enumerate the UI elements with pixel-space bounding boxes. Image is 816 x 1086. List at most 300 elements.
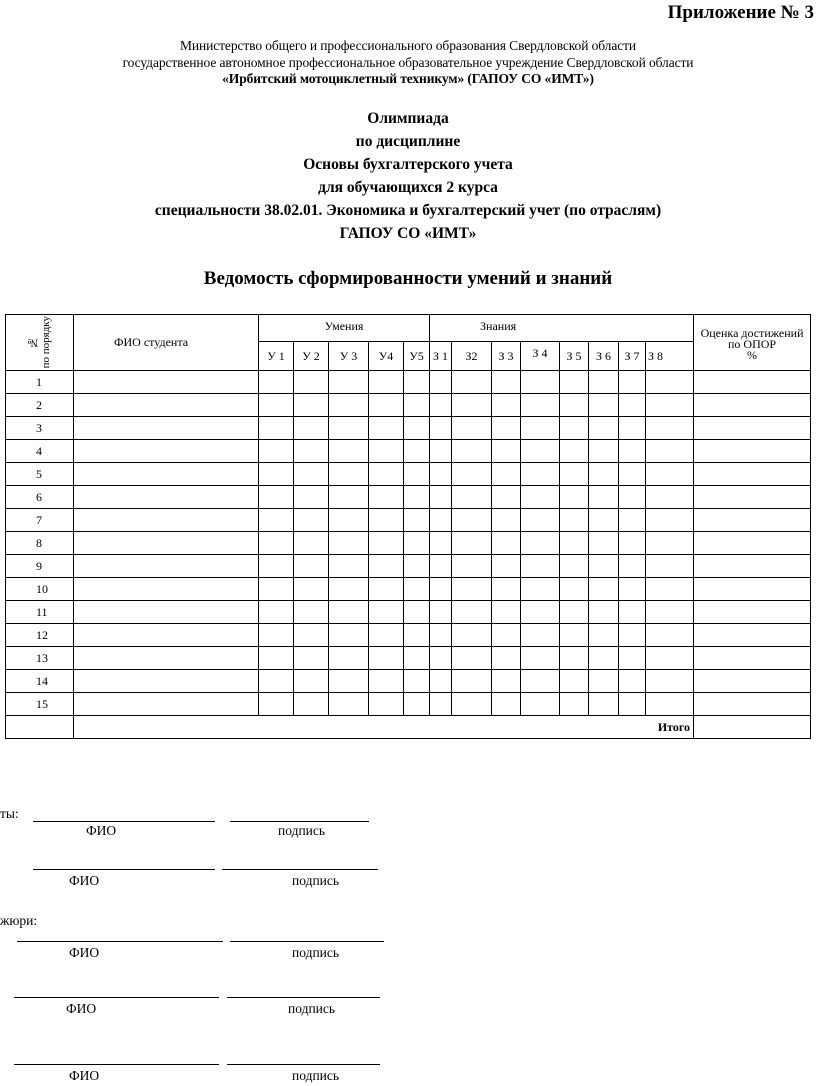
score-cell[interactable] xyxy=(646,670,694,693)
score-cell[interactable] xyxy=(646,440,694,463)
row-number: 8 xyxy=(6,532,74,555)
score-cell[interactable] xyxy=(492,555,521,578)
score-cell[interactable] xyxy=(430,532,452,555)
score-cell[interactable] xyxy=(589,486,619,509)
score-cell[interactable] xyxy=(404,486,430,509)
row-number: 14 xyxy=(6,670,74,693)
score-cell[interactable] xyxy=(369,693,404,716)
score-cell[interactable] xyxy=(404,463,430,486)
score-cell[interactable] xyxy=(560,693,589,716)
assessment-table xyxy=(5,314,811,739)
score-cell[interactable] xyxy=(294,486,329,509)
score-cell[interactable] xyxy=(259,417,294,440)
score-cell[interactable] xyxy=(329,417,369,440)
olympiad-title: Олимпиада xyxy=(367,110,449,127)
signature-line xyxy=(227,997,380,998)
score-cell[interactable] xyxy=(259,693,294,716)
score-cell[interactable] xyxy=(329,601,369,624)
score-cell[interactable] xyxy=(646,578,694,601)
score-cell[interactable] xyxy=(560,601,589,624)
score-cell[interactable] xyxy=(404,693,430,716)
score-cell[interactable] xyxy=(589,555,619,578)
score-cell[interactable] xyxy=(452,601,492,624)
score-cell[interactable] xyxy=(452,463,492,486)
score-cell[interactable] xyxy=(404,624,430,647)
student-name-cell[interactable] xyxy=(74,509,259,532)
score-cell[interactable] xyxy=(521,440,560,463)
score-cell[interactable] xyxy=(294,670,329,693)
knowledge-column-header: З 4 xyxy=(521,342,560,371)
score-cell[interactable] xyxy=(560,670,589,693)
olympiad-discipline: по дисциплине xyxy=(355,133,461,150)
score-cell[interactable] xyxy=(694,693,811,716)
score-cell[interactable] xyxy=(521,463,560,486)
ministry-line: Министерство общего и профессионального образования Свердловской области xyxy=(179,38,637,53)
row-number: 3 xyxy=(6,417,74,440)
skill-column-header: У 1 xyxy=(259,342,294,371)
total-blank-cell xyxy=(6,716,74,739)
score-cell[interactable] xyxy=(430,394,452,417)
score-cell[interactable] xyxy=(694,624,811,647)
score-cell[interactable] xyxy=(521,670,560,693)
score-cell[interactable] xyxy=(430,440,452,463)
score-cell[interactable] xyxy=(369,578,404,601)
student-name-cell[interactable] xyxy=(74,532,259,555)
student-name-cell[interactable] xyxy=(74,417,259,440)
score-cell[interactable] xyxy=(646,555,694,578)
score-cell[interactable] xyxy=(589,417,619,440)
table-row xyxy=(6,463,811,486)
row-number: 11 xyxy=(6,601,74,624)
score-cell[interactable] xyxy=(294,624,329,647)
score-cell[interactable] xyxy=(694,532,811,555)
score-cell[interactable] xyxy=(619,486,646,509)
score-cell[interactable] xyxy=(294,463,329,486)
olympiad-subject: Основы бухгалтерского учета xyxy=(303,156,513,173)
score-cell[interactable] xyxy=(369,486,404,509)
signature-line xyxy=(222,869,378,870)
score-cell[interactable] xyxy=(452,371,492,394)
score-cell[interactable] xyxy=(521,371,560,394)
score-cell[interactable] xyxy=(404,509,430,532)
sign-caption: подпись xyxy=(292,873,340,888)
score-cell[interactable] xyxy=(619,394,646,417)
student-name-cell[interactable] xyxy=(74,624,259,647)
score-cell[interactable] xyxy=(294,532,329,555)
score-cell[interactable] xyxy=(560,532,589,555)
score-cell[interactable] xyxy=(560,624,589,647)
score-cell[interactable] xyxy=(259,532,294,555)
student-name-cell[interactable] xyxy=(74,647,259,670)
score-cell[interactable] xyxy=(329,624,369,647)
score-cell[interactable] xyxy=(430,463,452,486)
score-cell[interactable] xyxy=(619,647,646,670)
score-cell[interactable] xyxy=(404,670,430,693)
score-cell[interactable] xyxy=(646,371,694,394)
score-cell[interactable] xyxy=(294,693,329,716)
row-number: 6 xyxy=(6,486,74,509)
score-cell[interactable] xyxy=(619,693,646,716)
score-cell[interactable] xyxy=(560,509,589,532)
score-cell[interactable] xyxy=(560,486,589,509)
score-cell[interactable] xyxy=(404,394,430,417)
score-cell[interactable] xyxy=(259,578,294,601)
score-cell[interactable] xyxy=(646,624,694,647)
score-cell[interactable] xyxy=(430,486,452,509)
score-cell[interactable] xyxy=(452,578,492,601)
score-cell[interactable] xyxy=(521,624,560,647)
score-cell[interactable] xyxy=(560,578,589,601)
score-cell[interactable] xyxy=(646,394,694,417)
fio-caption: ФИО xyxy=(66,1001,97,1016)
skill-column-header: У 3 xyxy=(329,342,369,371)
score-cell[interactable] xyxy=(329,440,369,463)
score-cell[interactable] xyxy=(619,601,646,624)
score-cell[interactable] xyxy=(369,670,404,693)
score-cell[interactable] xyxy=(589,394,619,417)
score-cell[interactable] xyxy=(369,601,404,624)
score-cell[interactable] xyxy=(369,371,404,394)
score-cell[interactable] xyxy=(646,417,694,440)
score-cell[interactable] xyxy=(294,394,329,417)
score-cell[interactable] xyxy=(430,647,452,670)
score-cell[interactable] xyxy=(521,601,560,624)
score-cell[interactable] xyxy=(589,624,619,647)
score-cell[interactable] xyxy=(619,624,646,647)
table-row xyxy=(6,440,811,463)
signature-line xyxy=(230,941,384,942)
score-cell[interactable] xyxy=(329,578,369,601)
score-cell[interactable] xyxy=(404,417,430,440)
score-cell[interactable] xyxy=(492,486,521,509)
olympiad-course: для обучающихся 2 курса xyxy=(318,179,498,196)
score-cell[interactable] xyxy=(294,555,329,578)
score-cell[interactable] xyxy=(589,693,619,716)
score-cell[interactable] xyxy=(369,417,404,440)
knowledge-header: Знания xyxy=(430,315,694,342)
score-cell[interactable] xyxy=(492,394,521,417)
table-row xyxy=(6,624,811,647)
score-cell[interactable] xyxy=(404,532,430,555)
score-cell[interactable] xyxy=(452,440,492,463)
score-cell[interactable] xyxy=(329,670,369,693)
score-cell[interactable] xyxy=(492,440,521,463)
row-number: 15 xyxy=(6,693,74,716)
score-cell[interactable] xyxy=(259,440,294,463)
score-cell[interactable] xyxy=(259,555,294,578)
score-cell[interactable] xyxy=(646,463,694,486)
score-cell[interactable] xyxy=(259,670,294,693)
table-row xyxy=(6,532,811,555)
score-cell[interactable] xyxy=(492,371,521,394)
signature-line xyxy=(14,1064,219,1065)
signature-line xyxy=(14,997,219,998)
score-cell[interactable] xyxy=(369,624,404,647)
student-name-cell[interactable] xyxy=(74,371,259,394)
score-cell[interactable] xyxy=(521,578,560,601)
score-cell[interactable] xyxy=(369,463,404,486)
score-cell[interactable] xyxy=(452,509,492,532)
score-cell[interactable] xyxy=(404,601,430,624)
score-cell[interactable] xyxy=(619,509,646,532)
score-cell[interactable] xyxy=(694,394,811,417)
score-cell[interactable] xyxy=(329,532,369,555)
score-cell[interactable] xyxy=(294,509,329,532)
score-cell[interactable] xyxy=(560,394,589,417)
score-cell[interactable] xyxy=(430,509,452,532)
score-header: Оценка достижений по ОПОР % xyxy=(694,315,811,371)
score-cell[interactable] xyxy=(589,509,619,532)
score-cell[interactable] xyxy=(694,509,811,532)
score-cell[interactable] xyxy=(694,647,811,670)
score-cell[interactable] xyxy=(619,440,646,463)
table-row xyxy=(6,555,811,578)
score-cell[interactable] xyxy=(259,371,294,394)
score-cell[interactable] xyxy=(329,486,369,509)
score-cell[interactable] xyxy=(492,647,521,670)
total-label: Итого xyxy=(74,716,694,739)
score-cell[interactable] xyxy=(430,555,452,578)
score-cell[interactable] xyxy=(430,417,452,440)
score-cell[interactable] xyxy=(589,371,619,394)
score-cell[interactable] xyxy=(694,670,811,693)
institution-short-line: «Ирбитский мотоциклетный техникум» (ГАПОУ СО «ИМТ») xyxy=(222,71,594,86)
score-cell[interactable] xyxy=(694,417,811,440)
score-cell[interactable] xyxy=(259,509,294,532)
student-name-cell[interactable] xyxy=(74,440,259,463)
score-cell[interactable] xyxy=(404,440,430,463)
score-cell[interactable] xyxy=(646,693,694,716)
score-cell[interactable] xyxy=(369,509,404,532)
score-cell[interactable] xyxy=(521,647,560,670)
score-cell[interactable] xyxy=(259,624,294,647)
score-cell[interactable] xyxy=(329,463,369,486)
jury-label: жюри: xyxy=(0,913,38,928)
score-cell[interactable] xyxy=(452,693,492,716)
score-cell[interactable] xyxy=(404,555,430,578)
score-cell[interactable] xyxy=(259,486,294,509)
statement-title: Ведомость сформированности умений и знаний xyxy=(203,268,613,289)
score-cell[interactable] xyxy=(452,532,492,555)
table-row xyxy=(6,601,811,624)
signature-line xyxy=(33,869,215,870)
score-cell[interactable] xyxy=(646,532,694,555)
score-cell[interactable] xyxy=(589,670,619,693)
score-cell[interactable] xyxy=(294,647,329,670)
score-cell[interactable] xyxy=(294,601,329,624)
score-cell[interactable] xyxy=(589,532,619,555)
skills-header: Умения xyxy=(259,315,430,342)
score-cell[interactable] xyxy=(646,601,694,624)
score-cell[interactable] xyxy=(521,417,560,440)
knowledge-column-header: З 7 xyxy=(619,342,646,371)
score-cell[interactable] xyxy=(589,601,619,624)
score-cell[interactable] xyxy=(430,624,452,647)
signature-line xyxy=(17,941,223,942)
appendix-label: Приложение № 3 xyxy=(667,2,814,23)
score-cell[interactable] xyxy=(259,463,294,486)
table-row xyxy=(6,509,811,532)
score-cell[interactable] xyxy=(452,670,492,693)
score-cell[interactable] xyxy=(430,578,452,601)
score-cell[interactable] xyxy=(452,624,492,647)
score-cell[interactable] xyxy=(259,601,294,624)
score-cell[interactable] xyxy=(329,394,369,417)
score-cell[interactable] xyxy=(694,601,811,624)
score-cell[interactable] xyxy=(430,693,452,716)
score-cell[interactable] xyxy=(694,578,811,601)
score-cell[interactable] xyxy=(521,486,560,509)
table-row xyxy=(6,417,811,440)
score-cell[interactable] xyxy=(646,509,694,532)
score-cell[interactable] xyxy=(560,371,589,394)
table-row xyxy=(6,647,811,670)
score-cell[interactable] xyxy=(589,647,619,670)
score-cell[interactable] xyxy=(492,601,521,624)
score-cell[interactable] xyxy=(452,647,492,670)
score-cell[interactable] xyxy=(560,555,589,578)
experts-label: ты: xyxy=(0,806,19,821)
score-cell[interactable] xyxy=(430,670,452,693)
score-cell[interactable] xyxy=(329,509,369,532)
score-cell[interactable] xyxy=(492,693,521,716)
score-cell[interactable] xyxy=(492,463,521,486)
score-cell[interactable] xyxy=(619,417,646,440)
score-cell[interactable] xyxy=(619,532,646,555)
score-cell[interactable] xyxy=(430,601,452,624)
score-cell[interactable] xyxy=(619,463,646,486)
score-cell[interactable] xyxy=(694,371,811,394)
score-cell[interactable] xyxy=(452,394,492,417)
score-cell[interactable] xyxy=(560,463,589,486)
table-row xyxy=(6,394,811,417)
score-cell[interactable] xyxy=(646,647,694,670)
score-cell[interactable] xyxy=(521,693,560,716)
score-cell[interactable] xyxy=(329,693,369,716)
score-cell[interactable] xyxy=(521,532,560,555)
fio-caption: ФИО xyxy=(69,1068,100,1083)
student-name-cell[interactable] xyxy=(74,693,259,716)
skill-column-header: У 2 xyxy=(294,342,329,371)
score-cell[interactable] xyxy=(294,578,329,601)
skill-column-header: У5 xyxy=(404,342,430,371)
score-cell[interactable] xyxy=(329,647,369,670)
score-cell[interactable] xyxy=(619,578,646,601)
student-name-cell[interactable] xyxy=(74,394,259,417)
signature-line xyxy=(33,821,215,822)
score-cell[interactable] xyxy=(404,647,430,670)
score-cell[interactable] xyxy=(619,555,646,578)
knowledge-column-header: З 6 xyxy=(589,342,619,371)
score-cell[interactable] xyxy=(560,417,589,440)
knowledge-column-header: З 5 xyxy=(560,342,589,371)
score-cell[interactable] xyxy=(492,509,521,532)
row-number: 9 xyxy=(6,555,74,578)
score-cell[interactable] xyxy=(369,647,404,670)
score-cell[interactable] xyxy=(452,555,492,578)
knowledge-column-header: З 3 xyxy=(492,342,521,371)
score-cell[interactable] xyxy=(492,624,521,647)
score-cell[interactable] xyxy=(694,463,811,486)
sign-caption: подпись xyxy=(288,1001,336,1016)
table-header-row-1 xyxy=(6,315,811,342)
score-cell[interactable] xyxy=(694,555,811,578)
score-cell[interactable] xyxy=(452,417,492,440)
score-cell[interactable] xyxy=(259,647,294,670)
score-cell[interactable] xyxy=(329,555,369,578)
score-cell[interactable] xyxy=(329,371,369,394)
score-cell[interactable] xyxy=(589,440,619,463)
student-name-cell[interactable] xyxy=(74,486,259,509)
table-row xyxy=(6,693,811,716)
score-cell[interactable] xyxy=(619,371,646,394)
score-cell[interactable] xyxy=(589,578,619,601)
total-value-cell[interactable] xyxy=(694,716,811,739)
score-cell[interactable] xyxy=(294,417,329,440)
row-number: 2 xyxy=(6,394,74,417)
sign-caption: подпись xyxy=(292,1068,340,1083)
score-cell[interactable] xyxy=(452,486,492,509)
score-cell[interactable] xyxy=(521,394,560,417)
score-cell[interactable] xyxy=(369,394,404,417)
olympiad-specialty: специальности 38.02.01. Экономика и бухгалтерский учет (по отраслям) xyxy=(154,202,662,219)
score-cell[interactable] xyxy=(294,440,329,463)
table-row xyxy=(6,578,811,601)
knowledge-column-header: З 1 xyxy=(430,342,452,371)
row-number: 13 xyxy=(6,647,74,670)
table-row xyxy=(6,371,811,394)
score-cell[interactable] xyxy=(369,555,404,578)
table-row xyxy=(6,670,811,693)
skill-column-header: У4 xyxy=(369,342,404,371)
sign-caption: подпись xyxy=(278,823,326,838)
score-cell[interactable] xyxy=(404,371,430,394)
student-name-cell[interactable] xyxy=(74,578,259,601)
student-name-cell[interactable] xyxy=(74,463,259,486)
score-cell[interactable] xyxy=(560,647,589,670)
signature-line xyxy=(230,821,369,822)
score-cell[interactable] xyxy=(369,532,404,555)
score-cell[interactable] xyxy=(492,532,521,555)
score-cell[interactable] xyxy=(492,578,521,601)
score-cell[interactable] xyxy=(430,371,452,394)
score-cell[interactable] xyxy=(560,440,589,463)
score-cell[interactable] xyxy=(369,440,404,463)
score-cell[interactable] xyxy=(619,670,646,693)
num-header-cell xyxy=(6,315,74,371)
score-cell[interactable] xyxy=(492,670,521,693)
fio-caption: ФИО xyxy=(69,945,100,960)
score-cell[interactable] xyxy=(694,440,811,463)
score-cell[interactable] xyxy=(294,371,329,394)
score-cell[interactable] xyxy=(404,578,430,601)
score-cell[interactable] xyxy=(646,486,694,509)
score-cell[interactable] xyxy=(492,417,521,440)
student-name-cell[interactable] xyxy=(74,670,259,693)
score-cell[interactable] xyxy=(521,555,560,578)
score-cell[interactable] xyxy=(259,394,294,417)
student-name-cell[interactable] xyxy=(74,555,259,578)
signature-line xyxy=(227,1064,380,1065)
institution-line: государственное автономное профессиональное образовательное учреждение Свердловской области xyxy=(122,55,694,70)
row-number: 1 xyxy=(6,371,74,394)
student-name-cell[interactable] xyxy=(74,601,259,624)
score-cell[interactable] xyxy=(589,463,619,486)
score-cell[interactable] xyxy=(521,509,560,532)
fio-header: ФИО студента xyxy=(74,315,259,371)
score-cell[interactable] xyxy=(694,486,811,509)
total-row xyxy=(6,716,811,739)
